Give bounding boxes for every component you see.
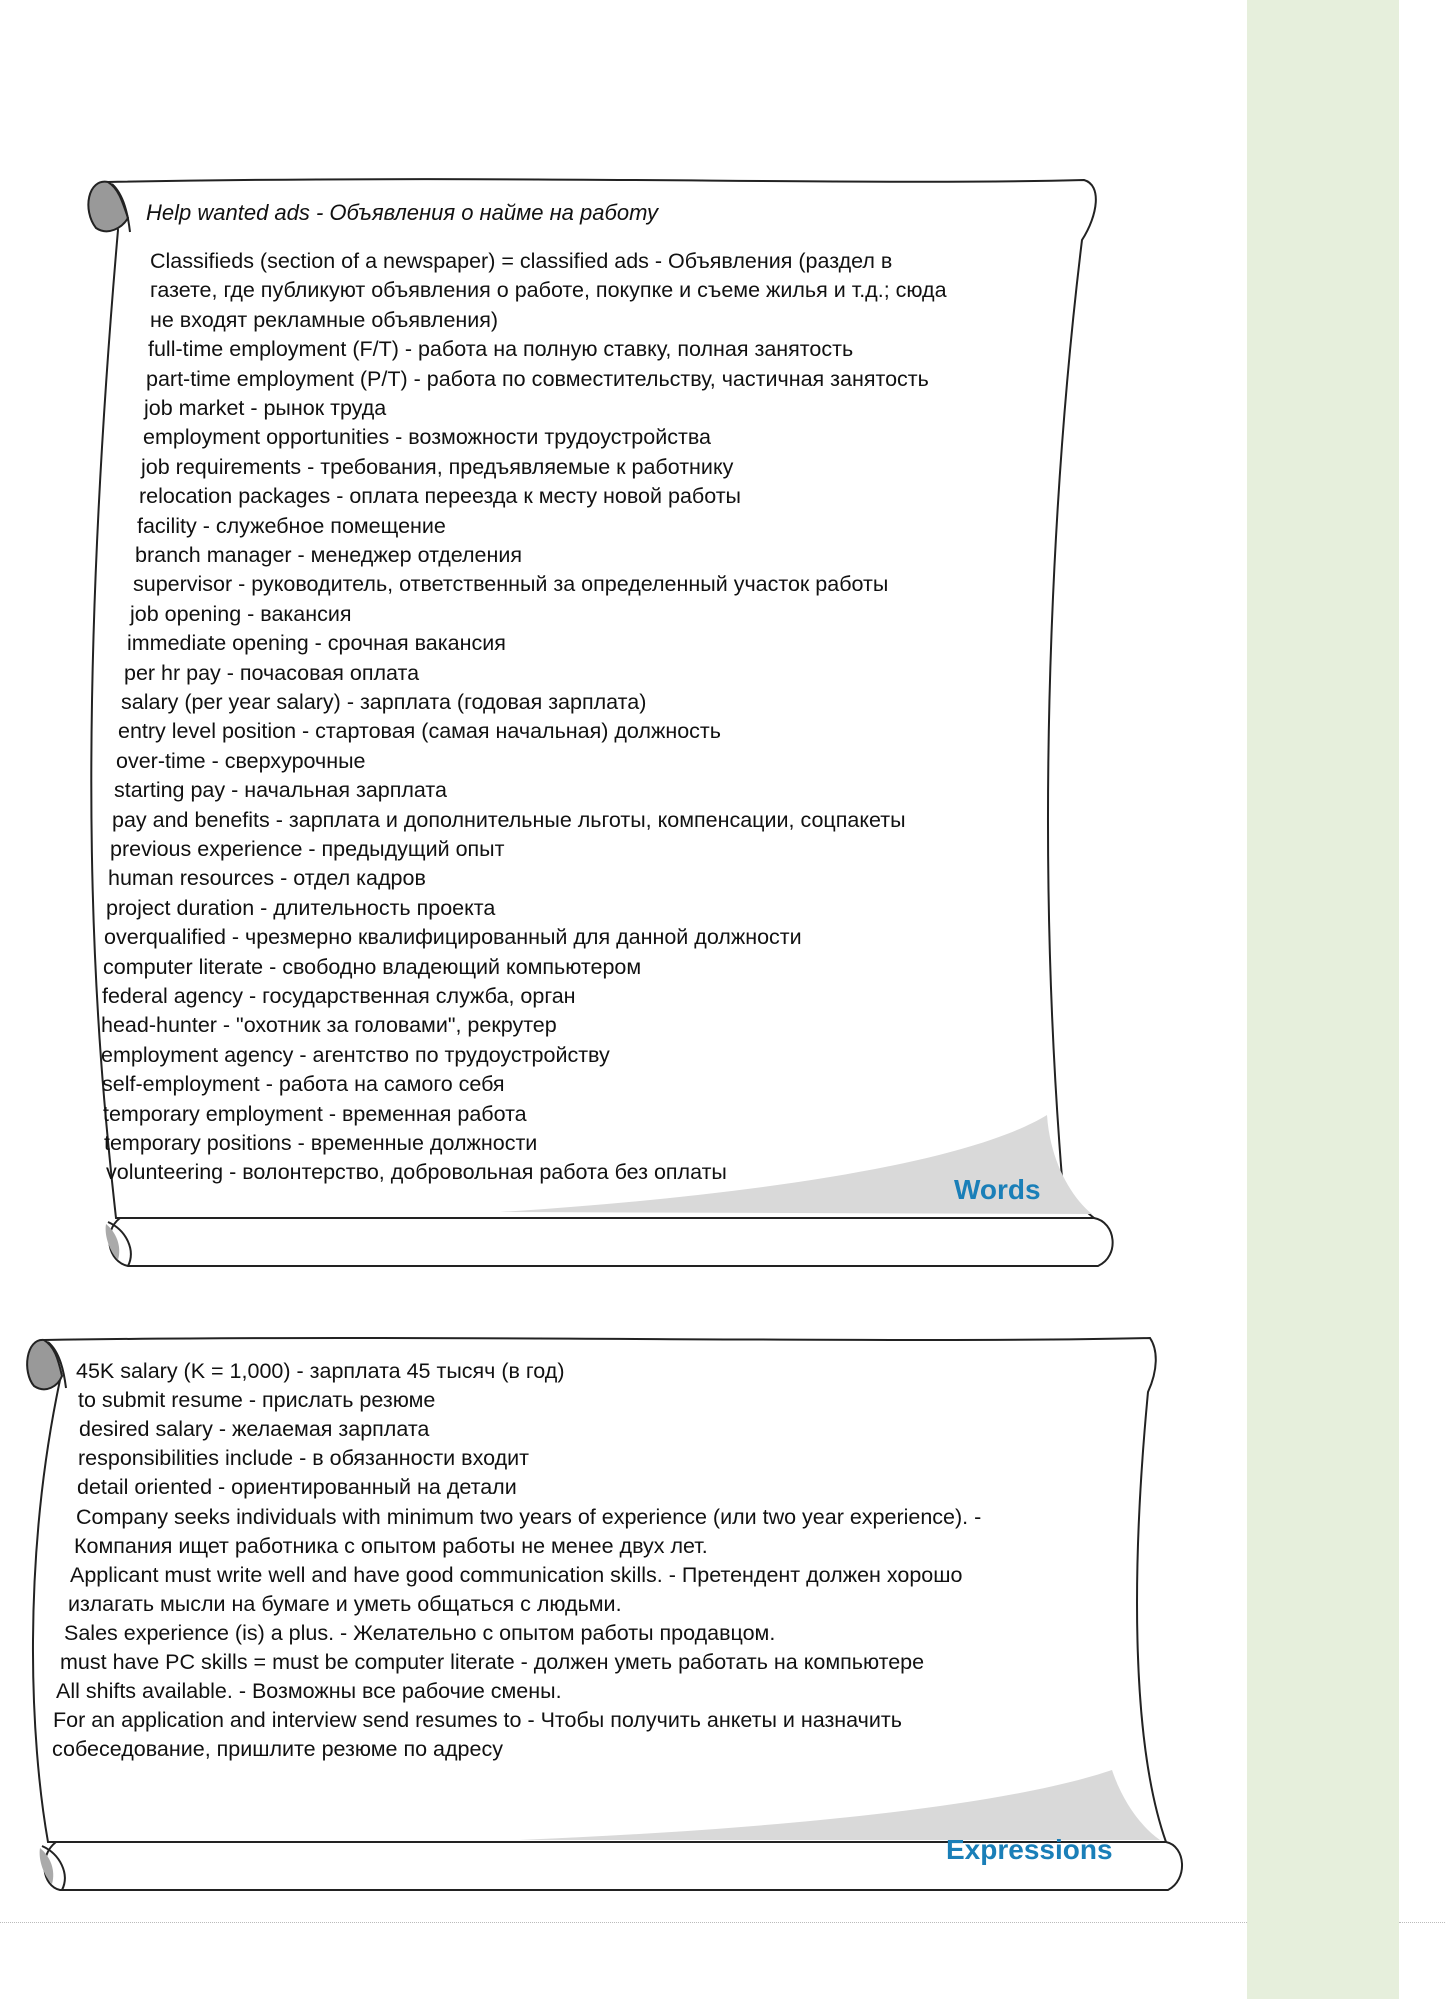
list-item: computer literate - свободно владеющий компьютером [103,954,642,979]
list-item: employment agency - агентство по трудоустройству [101,1042,610,1067]
list-item: For an application and interview send resumes to - Чтобы получить анкеты и назначить [53,1708,902,1733]
list-item: supervisor - руководитель, ответственный за определенный участок работы [133,572,889,597]
list-item: part-time employment (P/T) - работа по совместительству, частичная занятость [146,366,929,391]
list-item: газете, где публикуют объявления о работе, покупке и съеме жилья и т.д.; сюда [150,278,947,303]
list-item: job opening - вакансия [130,601,352,626]
list-item: human resources - отдел кадров [108,866,426,891]
list-item: head-hunter - "охотник за головами", рекрутер [101,1013,557,1038]
list-item: federal agency - государственная служба, орган [102,984,576,1008]
list-item: Company seeks individuals with minimum two years of experience (или two year experience). - [76,1504,982,1529]
list-item: temporary positions - временные должности [104,1131,538,1155]
list-item: to submit resume - прислать резюме [78,1388,436,1413]
list-item: detail oriented - ориентированный на детали [77,1475,517,1500]
list-item: full-time employment (F/T) - работа на полную ставку, полная занятость [148,337,854,362]
list-item: branch manager - менеджер отделения [135,543,523,567]
list-item: salary (per year salary) - зарплата (годовая зарплата) [121,690,647,714]
list-item: entry level position - стартовая (самая начальная) должность [118,719,721,744]
list-item: job requirements - требования, предъявляемые к работнику [141,454,734,479]
list-item: 45K salary (K = 1,000) - зарплата 45 тысяч (в год) [76,1359,565,1383]
list-item: overqualified - чрезмерно квалифицированный для данной должности [104,925,802,950]
list-item: Classifieds (section of a newspaper) = classified ads - Объявления (раздел в [150,249,893,273]
expressions-tag: Expressions [946,1834,1113,1865]
list-item: не входят рекламные объявления) [150,307,499,332]
list-item: All shifts available. - Возможны все рабочие смены. [56,1679,562,1704]
list-item: Applicant must write well and have good communication skills. - Претендент должен хорошо [70,1562,963,1587]
list-item: facility - служебное помещение [137,513,446,538]
list-item: project duration - длительность проекта [106,895,496,920]
list-item: self-employment - работа на самого себя [102,1072,505,1097]
list-item: over-time - сверхурочные [116,748,366,773]
list-item: immediate opening - срочная вакансия [127,631,506,656]
list-item: pay and benefits - зарплата и дополнительные льготы, компенсации, соцпакеты [112,807,906,832]
list-item: starting pay - начальная зарплата [114,778,447,803]
list-item: relocation packages - оплата переезда к месту новой работы [139,484,742,509]
list-item: responsibilities include - в обязанности входит [78,1446,529,1471]
list-item: Sales experience (is) a plus. - Желательно с опытом работы продавцом. [64,1620,776,1645]
list-item: temporary employment - временная работа [103,1101,527,1126]
list-item: per hr pay - почасовая оплата [124,660,420,685]
list-item: Компания ищет работника с опытом работы не менее двух лет. [74,1533,708,1558]
list-item: собеседование, пришлите резюме по адресу [52,1737,503,1762]
list-item: излагать мысли на бумаге и уметь общаться с людьми. [68,1591,622,1616]
list-item: employment opportunities - возможности трудоустройства [143,425,711,450]
list-item: previous experience - предыдущий опыт [110,837,505,861]
words-tag: Words [954,1174,1041,1205]
words-heading: Help wanted ads - Объявления о найме на работу [146,200,658,225]
list-item: must have PC skills = must be computer literate - должен уметь работать на компьютере [60,1650,925,1674]
list-item: job market - рынок труда [144,396,387,420]
list-item: desired salary - желаемая зарплата [79,1417,430,1442]
list-item: volunteering - волонтерство, добровольная работа без оплаты [106,1160,727,1185]
